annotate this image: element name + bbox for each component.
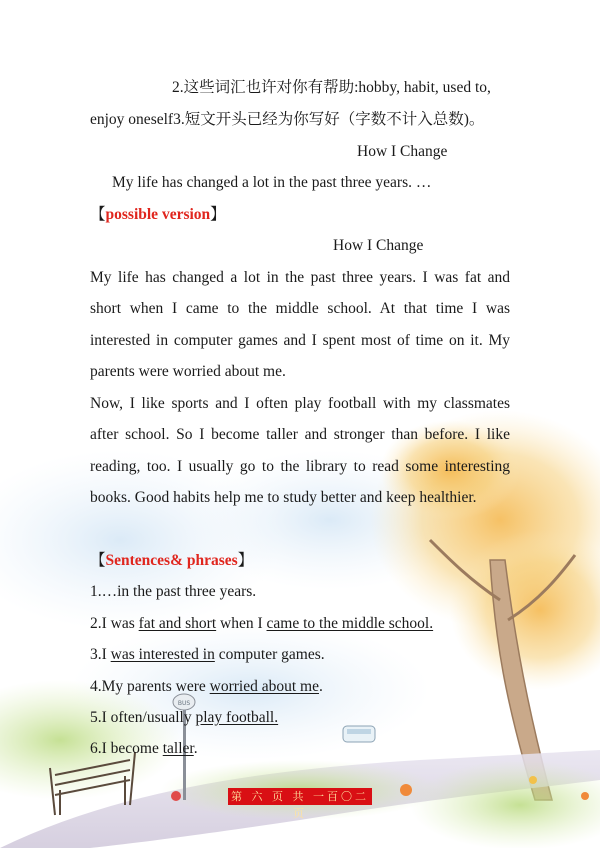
sentence-item-4 [90, 677, 323, 697]
version-heading [90, 205, 226, 225]
bracket-close: 】 [237, 552, 254, 569]
sentence-item-6 [90, 739, 198, 759]
bracket-open: 【 [90, 552, 106, 569]
sentence-text: 4.My parents were [90, 678, 206, 695]
essay-line-4: parents were worried about me. [90, 363, 286, 380]
sentence-phrase: was interested in [110, 646, 215, 663]
sentence-text: 6.I become [90, 740, 159, 757]
instruction-line-2: enjoy oneself3.短文开头已经为你写好（字数不计入总数)。 [90, 111, 485, 128]
sentence-text: 1.…in the past three years. [90, 583, 257, 600]
sentence-phrase: came to the middle school. [266, 615, 434, 632]
sentence-item-1 [90, 582, 256, 602]
sentence-phrase: taller [162, 740, 194, 757]
sentences-label: Sentences& phrases [105, 552, 238, 569]
version-label: possible version [105, 206, 211, 223]
essay-line-2: short when I came to the middle school. At that time I was [90, 300, 510, 317]
sentence-text: 2.I was [90, 615, 135, 632]
sentence-text: 3.I [90, 646, 107, 663]
essay-line-8: books. Good habits help me to study better and keep healthier. [90, 489, 477, 506]
sentence-phrase: play football. [195, 709, 279, 726]
version-title: How I Change [333, 237, 424, 254]
bracket-close: 】 [210, 206, 226, 223]
sentence-text: computer games. [218, 646, 325, 663]
prompt-title: How I Change [357, 143, 448, 160]
essay-line-6: after school. So I become taller and stronger than before. I like [90, 426, 510, 443]
sentence-item-5 [90, 708, 278, 728]
essay-line-3: interested in computer games and I spent most of time on it. My [90, 332, 510, 349]
sentence-item-2 [90, 614, 433, 634]
prompt-opening: My life has changed a lot in the past three years. … [112, 174, 432, 191]
sentence-text: 5.I often/usually [90, 709, 192, 726]
instruction-line-1: 2.这些词汇也许对你有帮助:hobby, habit, used to, [172, 79, 491, 96]
essay-line-1: My life has changed a lot in the past three years. I was fat and [90, 269, 510, 286]
essay-line-7: reading, too. I usually go to the library to read some interesting [90, 458, 510, 475]
page-number-footer: 第 六 页 共 一百〇二 页 [228, 788, 372, 805]
sentences-heading [90, 551, 253, 571]
sentence-item-3 [90, 645, 325, 665]
sentence-text: when I [220, 615, 263, 632]
sentence-text: . [193, 740, 198, 757]
sentence-phrase: fat and short [138, 615, 217, 632]
bracket-open: 【 [90, 206, 106, 223]
sentence-text: . [318, 678, 323, 695]
sentence-phrase: worried about me [209, 678, 319, 695]
lamp-sign-text: BUS [177, 700, 191, 707]
essay-line-5: Now, I like sports and I often play football with my classmates [90, 395, 510, 412]
